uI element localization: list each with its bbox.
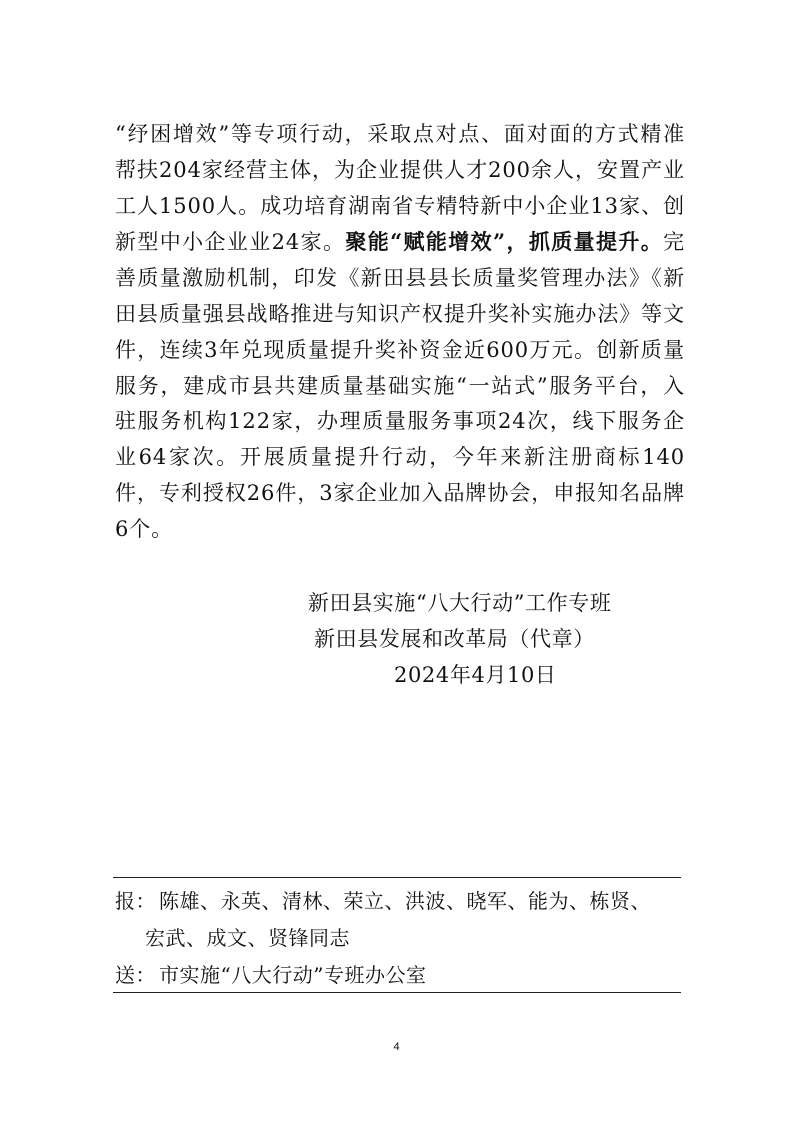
body-paragraph [115,117,685,548]
send-recipient: 市实施“八大行动”专班办公室 [159,963,427,987]
paragraph-part-2: 完善质量激励机制，印发《新田县县长质量奖管理办法》《新田县质量强县战略推进与知识产权提升奖补实施办法》等文件，连续3年兑现质量提升奖补资金近600万元。创新质量服务，建成市县共建质量基础实施“一站式”服务平台，入驻服务机构122家，办理质量服务事项24次，线下服务企业64家次。开展质量提升行动，今年来新注册商标140件，专利授权26件，3家企业加入品牌协会，申报知名品牌6个。 [115,230,685,541]
report-label: 报： [115,889,156,913]
send-row [115,957,681,994]
report-row-continued [115,920,681,957]
divider-bottom [113,992,681,993]
signature-issuer: 新田县实施“八大行动”工作专班 [308,591,612,615]
paragraph-text [115,117,685,548]
signature-agency: 新田县发展和改革局（代章） [314,627,595,651]
paragraph-part-1: “纾困增效”等专项行动，采取点对点、面对面的方式精准帮扶204家经营主体，为企业提供人才200余人，安置产业工人1500人。成功培育湖南省专精特新中小企业13家、创新型中小企业业24家。 [115,122,685,255]
distribution-block [115,883,681,994]
report-recipients-line-2: 宏武、成文、贤锋同志 [145,926,350,950]
paragraph-bold-heading: 聚能“赋能增效”，抓质量提升。 [345,229,664,255]
divider-top [113,877,681,878]
signature-date: 2024年4月10日 [394,663,557,687]
report-recipients-line-1: 陈雄、永英、清林、荣立、洪波、晓军、能为、栋贤、 [159,889,651,913]
report-row [115,883,681,920]
page-number: 4 [393,1041,400,1053]
send-label: 送： [115,963,156,987]
